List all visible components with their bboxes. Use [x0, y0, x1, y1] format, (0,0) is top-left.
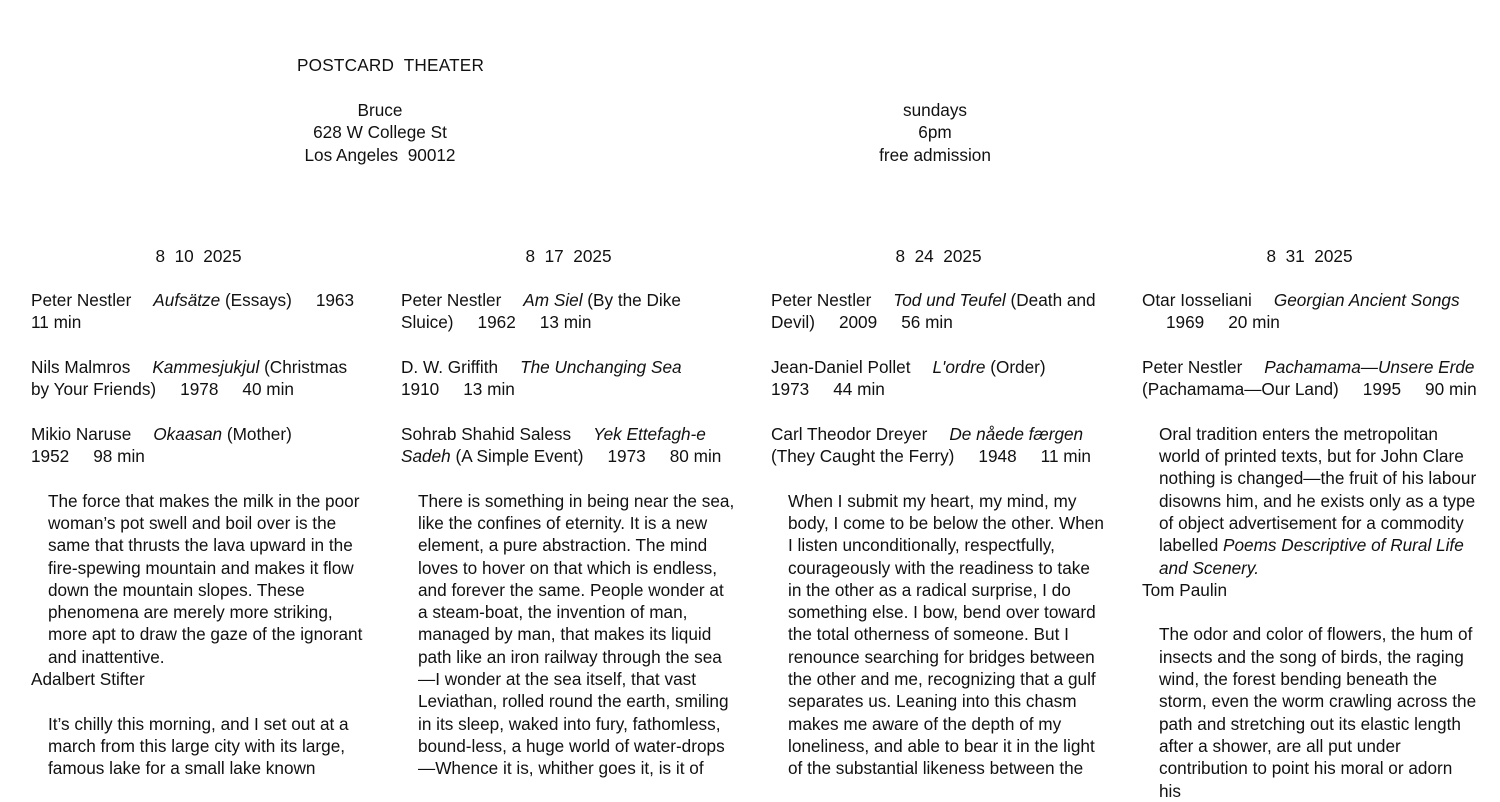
schedule-info: [785, 99, 1085, 166]
film-entry: [771, 356, 1106, 401]
film-director: Jean-Daniel Pollet: [771, 356, 911, 377]
film-title: Aufsätze: [153, 290, 221, 310]
film-entry: [1142, 289, 1477, 334]
quote-text: The odor and color of flowers, the hum of insects and the song of birds, the raging wind, the forest bending beneath the storm, even the worm crawling across the path and stretching out its elastic length after a shower, are all put under contribution to point his moral or adorn his: [1159, 624, 1477, 801]
film-director: Mikio Naruse: [31, 423, 132, 444]
film-director: Carl Theodor Dreyer: [771, 423, 928, 444]
film-entry: [31, 356, 366, 401]
film-duration: 20 min: [1228, 312, 1280, 333]
film-title: L'ordre: [932, 356, 986, 377]
quote-text: When I submit my heart, my mind, my body, I come to be below the other. When I listen unconditionally, respectfully, courageously with the readiness to take in the other as a radical surprise, I do something else. I bow, bend over toward the total otherness of someone. But I renounce searching for bridges between the other and me, recognizing that a gulf separates us. Leaning into this chasm makes me aware of the depth of my loneliness, and able to bear it in the light of the substantial likeness between the: [788, 490, 1104, 779]
venue-address: [230, 99, 530, 166]
film-entry: [771, 423, 1106, 468]
film-year: 1973: [607, 446, 646, 467]
venue-city: Los Angeles 90012: [304, 144, 456, 165]
film-director: Peter Nestler: [771, 290, 872, 310]
screening-date: 8 17 2025: [525, 246, 612, 266]
film-director: Nils Malmros: [31, 356, 131, 377]
film-director: Peter Nestler: [401, 290, 502, 310]
quote-author: Tom Paulin: [1142, 579, 1228, 600]
film-duration: 13 min: [539, 312, 592, 333]
film-director: Otar Iosseliani: [1142, 290, 1252, 310]
film-year: 1948: [978, 446, 1017, 467]
film-duration: 44 min: [833, 379, 885, 400]
film-translation: (Order): [985, 356, 1046, 377]
screening-date: 8 24 2025: [895, 246, 982, 266]
screening-date: 8 10 2025: [155, 246, 242, 266]
film-director: D. W. Griffith: [401, 356, 499, 377]
film-translation: (Mother): [222, 423, 292, 444]
program-column-aug-24: [771, 245, 1106, 780]
film-year: 1978: [180, 379, 219, 400]
film-duration: 40 min: [242, 379, 294, 400]
film-title: Georgian Ancient Songs: [1273, 290, 1460, 310]
page-title: POSTCARD THEATER: [297, 55, 485, 75]
film-title: Pachamama—Unsere Erde: [1264, 356, 1475, 377]
film-entry: [1142, 356, 1477, 401]
film-entry: [771, 289, 1106, 334]
film-year: 1962: [477, 312, 516, 333]
film-duration: 56 min: [901, 312, 953, 333]
quote-author: Adalbert Stifter: [31, 669, 145, 690]
film-year: 1963: [315, 290, 355, 310]
quote-italic-title: Poems Descriptive of Rural Life and Scenery.: [1159, 535, 1464, 578]
quote-text: There is something in being near the sea, like the confines of eternity. It is a new element, a pure abstraction. The mind loves to hover on that which is endless, and forever the same. People wonder at a steam-boat, the invention of man, managed by man, that makes its liquid path like an iron railway through the sea—I wonder at the sea itself, that vast Leviathan, rolled round the earth, smiling in its sleep, waked into fury, fathomless, bound-less, a huge world of water-drops —Whence it is, whither goes it, is it of: [418, 490, 735, 779]
film-title: De nåede færgen: [949, 423, 1084, 444]
film-title: Tod und Teufel: [893, 290, 1006, 310]
film-year: 1995: [1362, 379, 1402, 400]
film-director: Peter Nestler: [31, 290, 132, 310]
film-entry: [401, 289, 736, 334]
film-translation: (By the Dike Sluice): [401, 290, 681, 333]
film-translation: (They Caught the Ferry): [771, 446, 955, 467]
film-entry: [401, 356, 736, 401]
film-duration: 11 min: [31, 312, 82, 333]
schedule-day: sundays: [902, 100, 968, 120]
schedule-admission: free admission: [879, 144, 991, 165]
film-translation: (Death and Devil): [771, 290, 1096, 333]
film-director: Sohrab Shahid Saless: [401, 423, 572, 444]
film-translation: (Essays): [220, 290, 292, 310]
film-duration: 90 min: [1425, 379, 1477, 400]
venue-name: Bruce: [357, 100, 403, 120]
quote-text: [1142, 423, 1477, 579]
screening-date: 8 31 2025: [1266, 246, 1353, 266]
film-title: The Unchanging Sea: [520, 356, 682, 377]
film-translation: (Christmas by Your Friends): [31, 356, 348, 400]
film-year: 1910: [401, 379, 440, 400]
program-column-aug-31: [1142, 245, 1477, 802]
venue-street: 628 W College St: [313, 122, 447, 143]
film-translation: (A Simple Event): [450, 446, 584, 467]
film-year: 1969: [1166, 312, 1205, 333]
film-duration: 13 min: [463, 379, 515, 400]
film-year: 1973: [771, 379, 810, 400]
film-director: Peter Nestler: [1142, 356, 1243, 377]
quote-text: The force that makes the milk in the poor woman’s pot swell and boil over is the same that thrusts the lava upward in the fire-spewing mountain and makes it flow down the mountain slopes. These phenomena are merely more striking, more apt to draw the gaze of the ignorant and inattentive.: [48, 490, 363, 667]
film-duration: 11 min: [1040, 446, 1091, 467]
program-column-aug-17: [401, 245, 736, 780]
film-year: 2009: [838, 312, 878, 333]
film-translation: (Pachamama—Our Land): [1142, 379, 1339, 400]
film-title: Okaasan: [153, 423, 223, 444]
film-entry: [31, 423, 366, 468]
quote-text: It’s chilly this morning, and I set out at a march from this large city with its large, famous lake for a small lake known: [48, 713, 349, 779]
film-title: Kammesjukjul: [152, 356, 260, 377]
film-duration: 98 min: [93, 446, 145, 467]
film-entry: [401, 423, 736, 468]
quote-body: Oral tradition enters the metropolitan world of printed texts, but for John Clare nothing is changed—the fruit of his labour disowns him, and he exists only as a type of object advertisement for a commodity labelled: [1159, 423, 1477, 556]
film-duration: 80 min: [669, 446, 722, 467]
film-entry: [31, 289, 366, 334]
film-title: Yek Ettefagh-e Sadeh: [401, 423, 706, 467]
program-column-aug-10: [31, 245, 366, 780]
schedule-time: 6pm: [918, 122, 952, 143]
film-year: 1952: [31, 446, 70, 467]
film-title: Am Siel: [523, 290, 583, 310]
